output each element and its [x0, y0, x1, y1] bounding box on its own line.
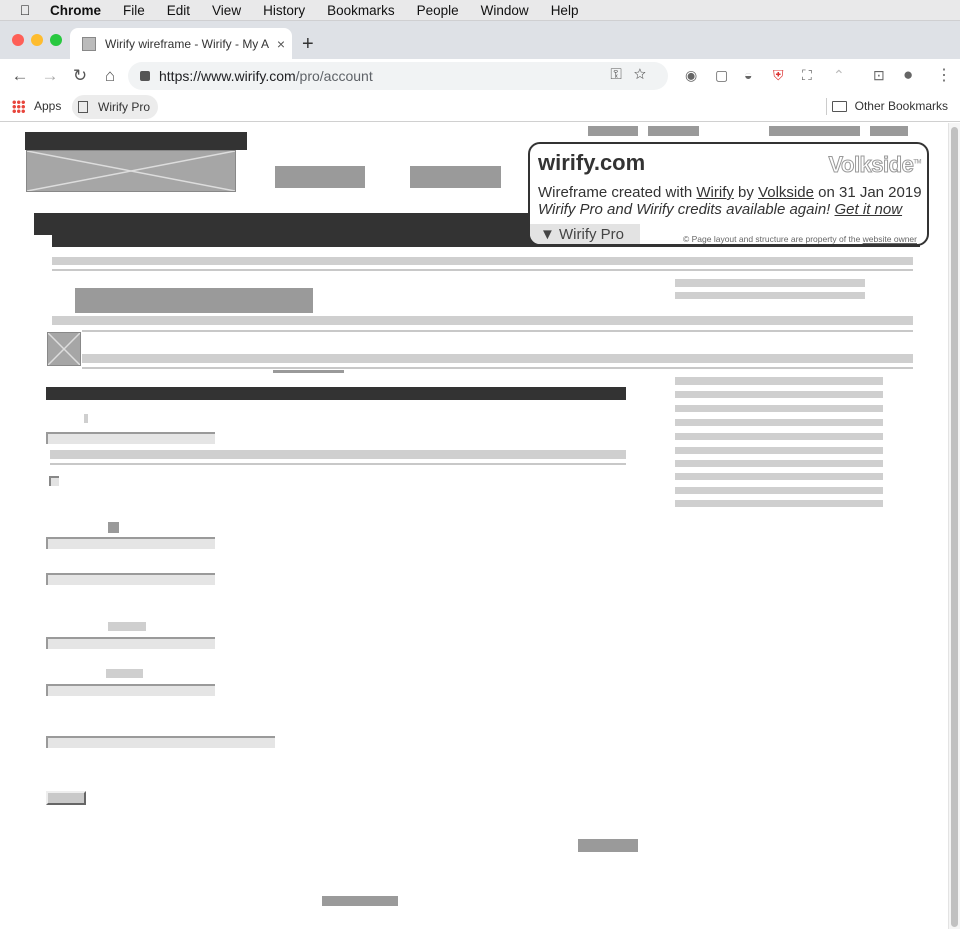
bookmark-wirify-pro-label: Wirify Pro	[98, 100, 150, 114]
macos-menu-bar	[0, 0, 960, 21]
wire-tab-indicator	[273, 370, 344, 373]
minimize-window-button[interactable]	[31, 34, 43, 46]
wire-side-line-1	[675, 279, 865, 287]
volkside-link[interactable]: Volkside	[758, 184, 814, 201]
wire-sidebar-line-8	[675, 473, 883, 480]
wirify-pro-toggle[interactable]: ▼ Wirify Pro	[530, 224, 640, 246]
promo-text: Wirify Pro and Wirify credits available again!	[538, 201, 835, 218]
home-button[interactable]: ⌂	[104, 65, 116, 85]
wire-input-4[interactable]	[46, 637, 215, 649]
menu-view[interactable]: View	[212, 2, 242, 18]
wire-nav-block-2[interactable]	[410, 166, 501, 188]
wire-logo-bar	[25, 132, 247, 150]
wire-logo-image	[26, 150, 236, 192]
tab-title: Wirify wireframe - Wirify - My A	[105, 36, 269, 51]
wire-top-link-3[interactable]	[769, 126, 860, 136]
wire-label-4	[106, 669, 143, 678]
bookmark-separator	[826, 98, 827, 115]
bookmark-other[interactable]	[832, 99, 948, 113]
volkside-logo-text: Volkside	[828, 152, 914, 177]
shield-extension-icon[interactable]: ⛨	[773, 67, 784, 83]
wire-nav-bar-lower	[52, 235, 540, 247]
wire-divider-4	[50, 463, 626, 465]
wirify-domain: wirify.com	[538, 150, 646, 175]
wire-section-header	[46, 387, 626, 400]
credit-mid: by	[733, 184, 759, 201]
pocket-extension-icon[interactable]: ◒	[744, 67, 753, 83]
menu-edit[interactable]: Edit	[166, 2, 191, 18]
wire-top-link-4[interactable]	[870, 126, 908, 136]
bookmark-wirify-pro[interactable]	[72, 95, 158, 119]
wire-breadcrumb-line	[52, 257, 913, 265]
page-scrollbar[interactable]	[948, 123, 960, 929]
favicon-icon	[82, 37, 96, 51]
menu-people[interactable]: People	[416, 2, 459, 18]
bookmarks-bar	[0, 92, 960, 122]
wire-nav-block-1[interactable]	[275, 166, 365, 188]
blank-extension-icon[interactable]: ▢	[715, 67, 729, 83]
get-it-now-link[interactable]: Get it now	[834, 201, 903, 218]
credit-date: on 31 Jan 2019	[813, 184, 922, 201]
wirify-promo-line	[538, 201, 902, 218]
wire-side-line-2	[675, 292, 865, 299]
menu-history[interactable]: History	[263, 2, 306, 18]
wire-nav-bar	[34, 213, 540, 235]
menu-kebab-icon[interactable]: ⋮	[936, 67, 952, 84]
wire-label-1	[84, 414, 88, 423]
eyedropper-extension-icon[interactable]: ⌃	[833, 67, 845, 83]
wire-sidebar-line-4	[675, 419, 883, 426]
credit-prefix: Wireframe created with	[538, 184, 697, 201]
bookmark-apps-label: Apps	[34, 99, 62, 113]
bookmark-other-label: Other Bookmarks	[854, 99, 948, 113]
website-owner-link[interactable]: website owner	[862, 234, 917, 244]
close-window-button[interactable]	[12, 34, 24, 46]
apps-grid-icon	[12, 100, 25, 113]
menu-help[interactable]: Help	[550, 2, 579, 18]
menu-bookmarks[interactable]: Bookmarks	[327, 2, 395, 18]
bookmark-apps[interactable]	[12, 99, 61, 113]
wire-sidebar-line-9	[675, 487, 883, 494]
wire-sidebar-line-10	[675, 500, 883, 507]
url-host: https://www.wirify.com	[159, 68, 296, 84]
wire-input-6[interactable]	[46, 736, 275, 748]
footer-prefix: © Page layout and structure are property of the	[682, 234, 863, 244]
wirify-footer-note	[683, 234, 917, 244]
key-star-icons[interactable]: ⚿☆	[610, 66, 658, 83]
wire-sidebar-line-3	[675, 405, 883, 412]
wire-sidebar-line-2	[675, 391, 883, 398]
wire-line-4	[82, 354, 913, 363]
folder-icon	[832, 101, 847, 112]
wire-input-3[interactable]	[46, 573, 215, 585]
zoom-window-button[interactable]	[50, 34, 62, 46]
wire-divider-2	[82, 330, 913, 332]
cast-icon[interactable]: ⊡	[873, 67, 885, 83]
profile-avatar-icon[interactable]: ●	[903, 65, 914, 84]
wire-sidebar-line-5	[675, 433, 883, 440]
wire-input-2[interactable]	[46, 537, 215, 549]
wirify-link[interactable]: Wirify	[696, 184, 734, 201]
wire-top-link-2[interactable]	[648, 126, 699, 136]
address-bar[interactable]	[128, 62, 668, 90]
scrollbar-thumb[interactable]	[951, 127, 958, 927]
back-button[interactable]: ←	[11, 65, 29, 85]
wirify-info-panel	[528, 142, 929, 246]
new-tab-button[interactable]: +	[302, 33, 314, 55]
wire-help-line	[50, 450, 626, 459]
forward-button[interactable]: →	[41, 65, 59, 85]
wirify-credit-line	[538, 184, 922, 201]
wire-sidebar-line-6	[675, 447, 883, 454]
screenshot-extension-icon[interactable]: ⛶	[802, 67, 812, 83]
volkside-logo: Volkside™	[828, 152, 921, 177]
apple-menu-icon[interactable]	[0, 2, 50, 18]
url-path: /pro/account	[295, 68, 373, 84]
wire-divider-3	[82, 367, 913, 369]
menu-window[interactable]: Window	[480, 2, 529, 18]
wire-footer-block-1[interactable]	[578, 839, 638, 852]
wire-input-1[interactable]	[46, 432, 215, 444]
wire-checkbox[interactable]	[49, 476, 59, 486]
reload-button[interactable]: ↻	[72, 65, 88, 85]
tab-strip	[0, 21, 960, 59]
camera-extension-icon[interactable]: ◉	[685, 67, 698, 83]
browser-toolbar	[0, 59, 960, 92]
menu-app-chrome[interactable]: Chrome	[50, 2, 102, 18]
wire-input-5[interactable]	[46, 684, 215, 696]
wire-line-3	[52, 316, 913, 325]
wire-label-2	[108, 522, 119, 533]
wire-submit-button[interactable]	[46, 791, 86, 805]
menu-file[interactable]: File	[123, 2, 145, 18]
wire-sidebar-line-7	[675, 460, 883, 467]
wire-divider	[52, 269, 913, 271]
wire-sidebar-line-1	[675, 377, 883, 385]
wire-page-title	[75, 288, 313, 313]
wire-avatar-image	[47, 332, 81, 366]
wire-label-3	[108, 622, 146, 631]
document-icon	[78, 101, 88, 113]
wire-footer-block-2[interactable]	[322, 896, 398, 906]
wire-top-link-1[interactable]	[588, 126, 638, 136]
lock-icon	[140, 71, 150, 81]
tab-close-icon[interactable]: ×	[276, 35, 286, 52]
tab-wirify[interactable]	[70, 28, 292, 59]
